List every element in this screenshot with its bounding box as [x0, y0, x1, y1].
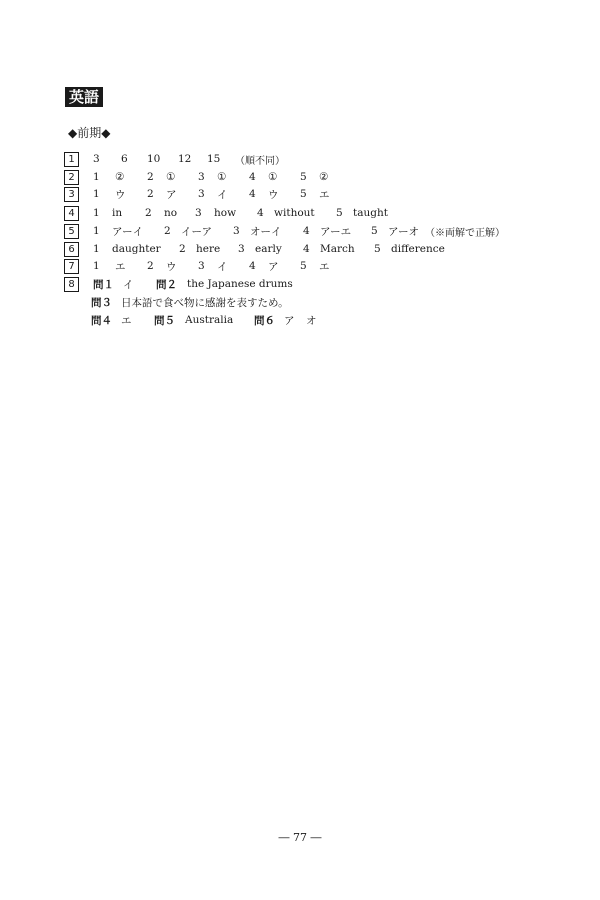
item-number: 3	[238, 243, 245, 255]
answer-value: ②	[115, 171, 125, 183]
answer-value: early	[255, 243, 282, 255]
item-number: 1	[93, 207, 100, 219]
answer-value: ア	[284, 314, 295, 327]
answer-value: イ	[123, 278, 134, 291]
item-number: 4	[249, 188, 256, 200]
answer-value: ア	[268, 260, 279, 273]
item-number: 5	[300, 260, 307, 272]
item-number: 1	[93, 225, 100, 237]
item-number: 5	[336, 207, 343, 219]
item-number: 2	[164, 225, 171, 237]
question-number: 2	[64, 170, 79, 185]
answer-value: ①	[268, 171, 278, 183]
question-number: 1	[64, 152, 79, 167]
item-number: 4	[249, 171, 256, 183]
answer-value: without	[274, 207, 315, 219]
question-number: 8	[64, 277, 79, 292]
sub-question-label: 問３	[91, 296, 112, 309]
answer-value: 日本語で食べ物に感謝を表すため。	[121, 296, 289, 309]
answer-row-4	[64, 205, 388, 221]
answer-value: how	[214, 207, 237, 219]
answer-value: 10	[147, 153, 161, 165]
item-number: 4	[303, 243, 310, 255]
item-number: 5	[300, 171, 307, 183]
answer-value: エ	[121, 314, 132, 327]
item-number: 1	[93, 260, 100, 272]
answer-value: March	[320, 243, 355, 255]
item-number: 1	[93, 243, 100, 255]
item-number: 4	[249, 260, 256, 272]
answer-row-5	[64, 223, 505, 239]
answer-note: （順不同）	[235, 155, 285, 167]
item-number: 3	[198, 260, 205, 272]
answer-value: ウ	[268, 188, 279, 201]
sub-question-label: 問２	[156, 278, 177, 291]
sub-question-label: 問５	[154, 314, 175, 327]
item-number: 1	[93, 188, 100, 200]
answer-value: ①	[166, 171, 176, 183]
answer-value: イ	[217, 188, 228, 201]
item-number: 4	[257, 207, 264, 219]
question-number: 5	[64, 224, 79, 239]
answer-row-3	[64, 186, 330, 202]
answer-row-8-line-2	[91, 294, 289, 310]
answer-value: オーイ	[250, 225, 282, 238]
answer-row-8-line-3	[91, 312, 317, 328]
question-number: 7	[64, 259, 79, 274]
answer-value: アーオ	[388, 225, 419, 238]
answer-value: アーエ	[320, 225, 352, 238]
answer-value: イーア	[181, 225, 212, 238]
item-number: 3	[198, 171, 205, 183]
item-number: 4	[303, 225, 310, 237]
answer-value: 3	[93, 153, 100, 165]
item-number: 5	[300, 188, 307, 200]
sub-question-label: 問６	[254, 314, 275, 327]
page-number: ― 77 ―	[278, 831, 322, 844]
item-number: 3	[195, 207, 202, 219]
question-number: 4	[64, 206, 79, 221]
item-number: 5	[374, 243, 381, 255]
answer-value: ①	[217, 171, 227, 183]
sub-question-label: 問４	[91, 314, 112, 327]
answer-row-1	[64, 151, 285, 167]
answer-value: ア	[166, 188, 177, 201]
answer-value: ②	[319, 171, 329, 183]
answer-value: difference	[391, 243, 445, 255]
answer-value: ウ	[115, 188, 126, 201]
answer-value: no	[164, 207, 178, 219]
item-number: 1	[93, 171, 100, 183]
answer-row-8	[64, 276, 293, 292]
answer-note: （※両解で正解）	[425, 227, 505, 239]
answer-value: 6	[121, 153, 128, 165]
subject-title: 英語	[65, 87, 103, 107]
item-number: 3	[198, 188, 205, 200]
answer-value: 12	[178, 153, 192, 165]
answer-value: エ	[319, 260, 330, 273]
item-number: 5	[371, 225, 378, 237]
answer-value: オ	[306, 314, 317, 327]
answer-value: in	[112, 207, 123, 219]
answer-value: エ	[319, 188, 330, 201]
item-number: 2	[179, 243, 186, 255]
answer-value: エ	[115, 260, 126, 273]
question-number: 3	[64, 187, 79, 202]
answer-value: アーイ	[112, 225, 144, 238]
answer-value: daughter	[112, 243, 161, 255]
answer-value: ウ	[166, 260, 177, 273]
answer-row-6	[64, 241, 445, 257]
answer-row-7	[64, 258, 330, 274]
answer-value: 15	[207, 153, 221, 165]
question-number: 6	[64, 242, 79, 257]
answer-value: Australia	[185, 314, 234, 326]
answer-value: the Japanese drums	[187, 278, 293, 290]
item-number: 2	[147, 188, 154, 200]
answer-value: taught	[353, 207, 388, 219]
sub-question-label: 問１	[93, 278, 114, 291]
item-number: 2	[147, 260, 154, 272]
answer-row-2	[64, 169, 328, 185]
item-number: 3	[233, 225, 240, 237]
answer-value: イ	[217, 260, 228, 273]
answer-value: here	[196, 243, 221, 255]
item-number: 2	[147, 171, 154, 183]
section-heading: ◆前期◆	[68, 126, 111, 140]
item-number: 2	[145, 207, 152, 219]
